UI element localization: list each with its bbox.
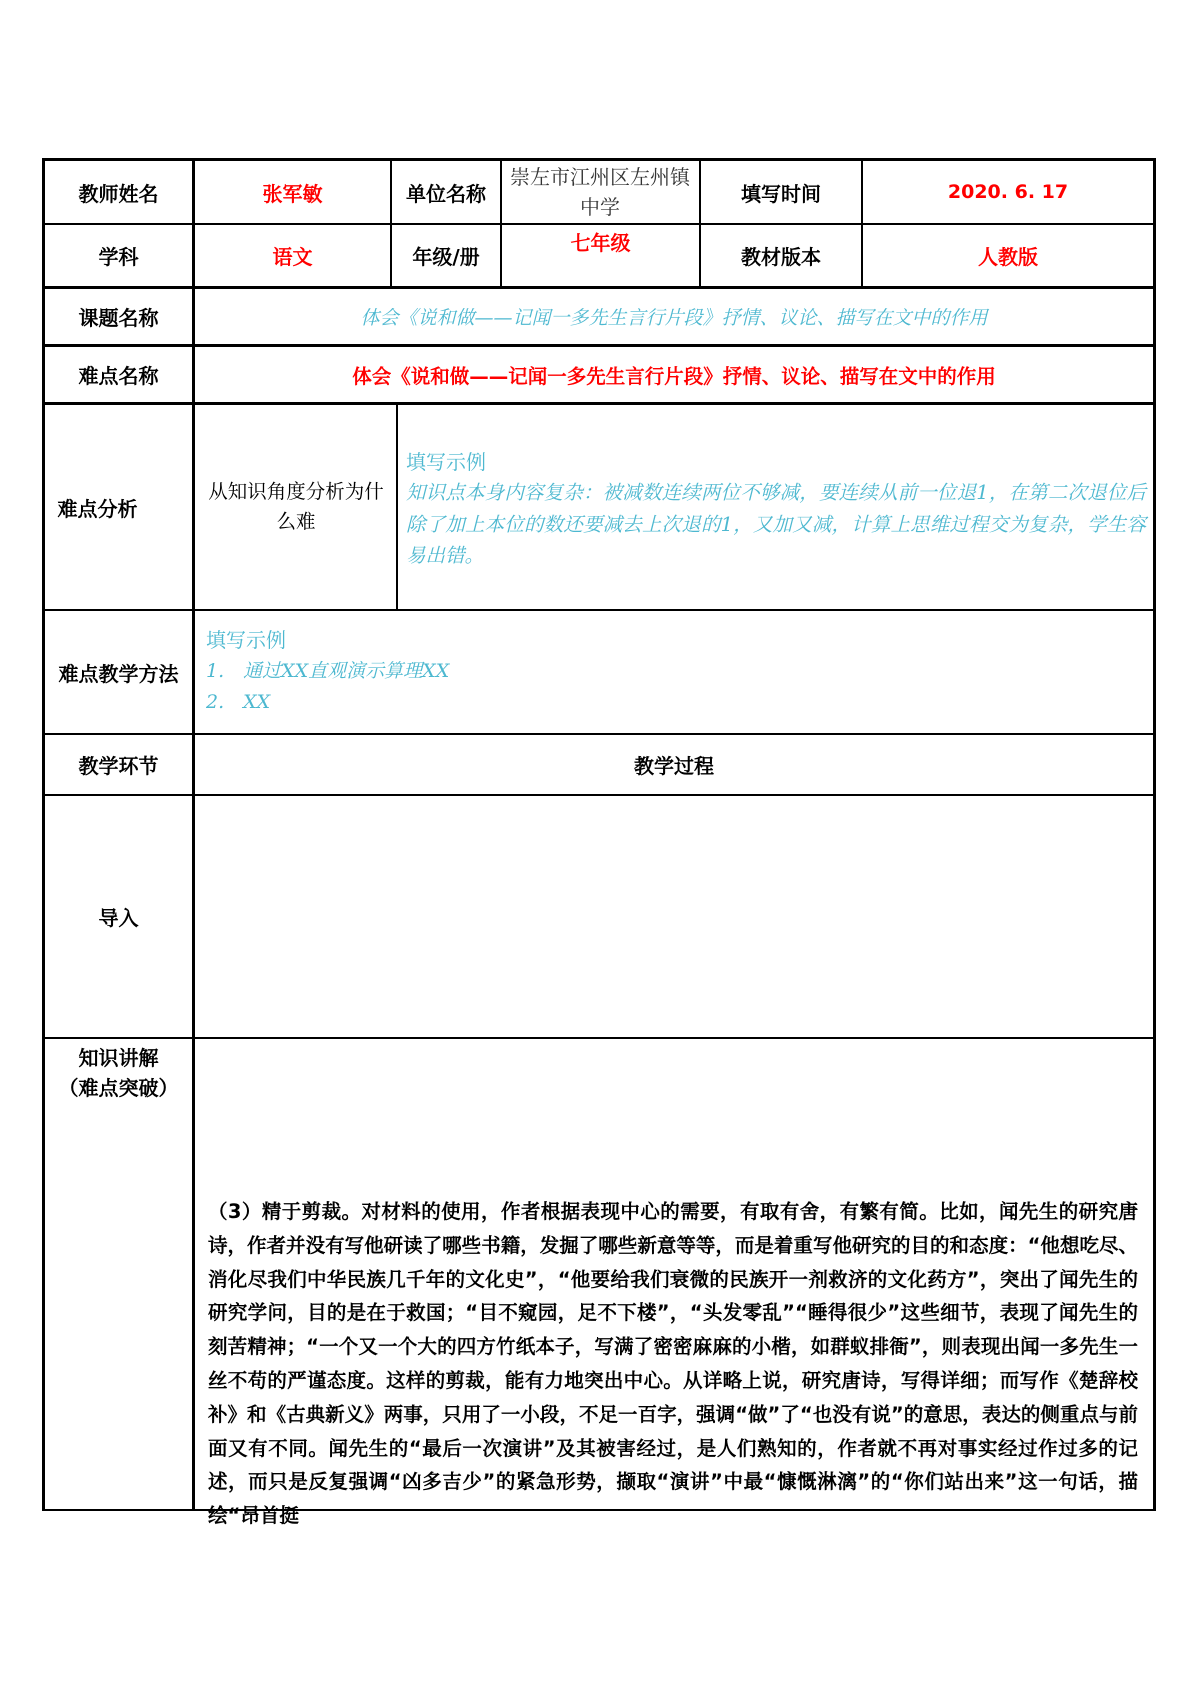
- grade-label: 年级/册: [412, 245, 480, 269]
- knowledge-label: [45, 1043, 192, 1103]
- analysis-example-text: 知识点本身内容复杂：被减数连续两位不够减，要连续从前一位退1，在第二次退位后除了加上本位的数还要减去上次退的1，又加又减，计算上思维过程交为复杂，学生容易出错。: [406, 481, 1146, 567]
- analysis-example-title: 填写示例: [406, 450, 486, 474]
- unit-name-value: 崇左市江州区左州镇中学: [510, 165, 690, 219]
- table-border: [42, 794, 1156, 796]
- grade-value: 七年级: [570, 230, 631, 255]
- method-label: 难点教学方法: [58, 661, 179, 686]
- knowledge-label-line1: 知识讲解: [78, 1046, 159, 1070]
- table-border: [1153, 158, 1156, 1510]
- method-example-title: 填写示例: [206, 628, 286, 652]
- analysis-sub-label: 从知识角度分析为什么难: [208, 480, 384, 533]
- method-item-2: 2. XX: [206, 691, 271, 713]
- teacher-name-label: 教师姓名: [78, 181, 159, 206]
- unit-name-label: 单位名称: [406, 181, 486, 206]
- knowledge-paragraph: （3）精于剪裁。对材料的使用，作者根据表现中心的需要，有取有舍，有繁有简。比如，闻先生的研究唐诗，作者并没有写他研读了哪些书籍，发掘了哪些新意等等，而是着重写他研究的目的和态度：“他想吃尽、消化尽我们中华民族几千年的文化史”，“他要给我们衰微的民族开一剂救济的文化药方”，突出了闻先生的研究学问，目的是在于救国；“目不窥园，足不下楼”，“头发零乱”“睡得很少”这些细节，表现了闻先生的刻苦精神；“一个又一个大的四方竹纸本子，写满了密密麻麻的小楷，如群蚁排衙”，则表现出闻一多先生一丝不苟的严谨态度。这样的剪裁，能有力地突出中心。从详略上说，研究唐诗，写得详细；而写作《楚辞校补》和《古典新义》两事，只用了一小段，不足一百字，强调“做”了“也没有说”的意思，表达的侧重点与前面又有不同。闻先生的“最后一次演讲”及其被害经过，是人们熟知的，作者就不再对事实经过作过多的记述，而只是反复强调“凶多吉少”的紧急形势，撷取“演讲”中最“慷慨淋漓”的“你们站出来”这一句话，描绘“昂首挺: [208, 1200, 1138, 1528]
- knowledge-label-line2: （难点突破）: [58, 1076, 179, 1100]
- table-border: [500, 158, 502, 288]
- topic-value: 体会《说和做——记闻一多先生言行片段》抒情、议论、描写在文中的作用: [360, 307, 988, 329]
- method-example: [206, 625, 1106, 718]
- method-item-1: 1. 通过XX直观演示算理XX: [206, 660, 450, 682]
- teaching-stage-label: 教学环节: [78, 754, 159, 778]
- table-border: [396, 403, 398, 610]
- fill-date-value: 2020. 6. 17: [947, 181, 1069, 203]
- analysis-example: [406, 447, 1146, 572]
- analysis-label: 难点分析: [57, 496, 138, 521]
- teaching-process-label: 教学过程: [634, 754, 714, 778]
- intro-label: 导入: [98, 906, 139, 930]
- table-border: [42, 609, 1156, 611]
- table-border: [42, 1037, 1156, 1039]
- edition-label: 教材版本: [741, 245, 821, 269]
- difficulty-label: 难点名称: [78, 364, 159, 388]
- teacher-name-value: 张军敏: [262, 181, 323, 206]
- subject-value: 语文: [272, 245, 313, 269]
- edition-value: 人教版: [978, 245, 1038, 269]
- difficulty-value: 体会《说和做——记闻一多先生言行片段》抒情、议论、描写在文中的作用: [352, 364, 996, 388]
- topic-label: 课题名称: [78, 306, 159, 330]
- subject-label: 学科: [98, 245, 139, 269]
- fill-date-label: 填写时间: [741, 181, 821, 206]
